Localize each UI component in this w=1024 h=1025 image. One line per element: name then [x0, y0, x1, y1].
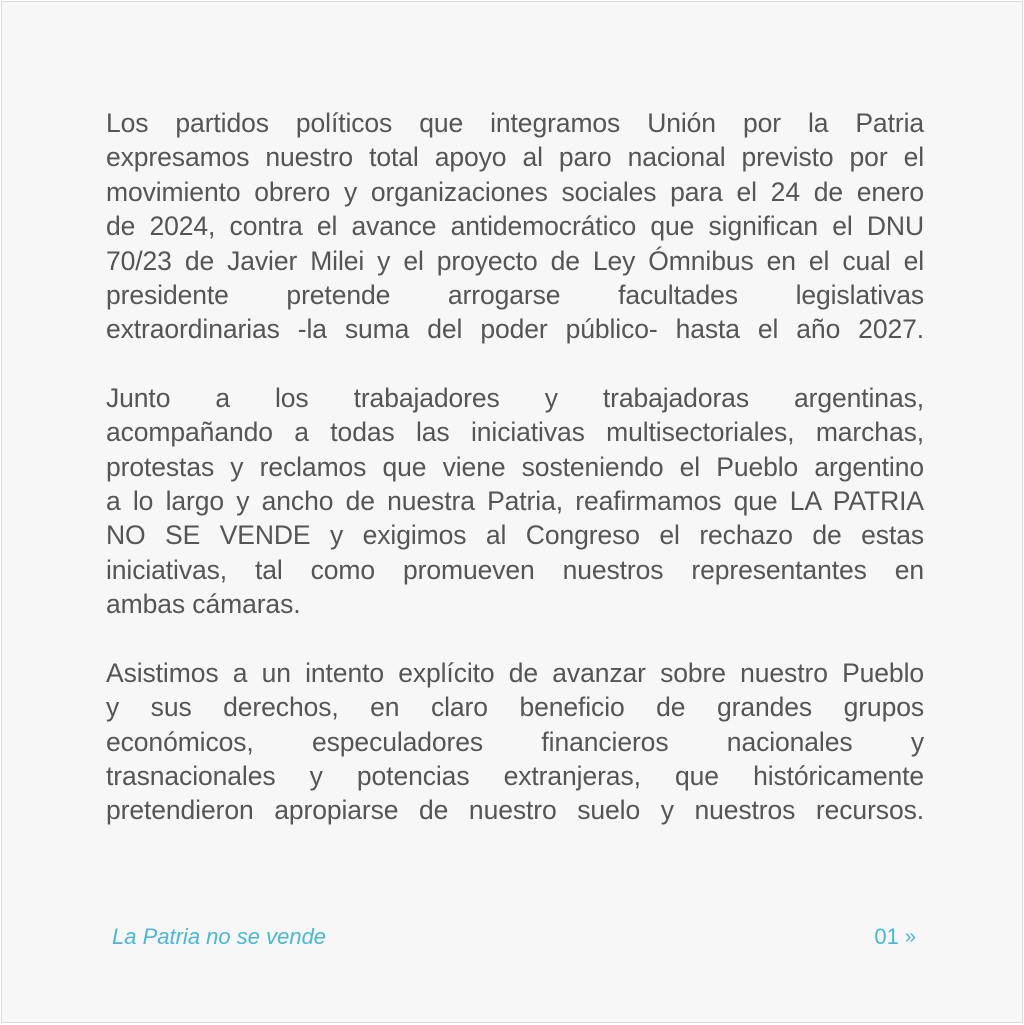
- next-page-icon[interactable]: »: [904, 926, 916, 948]
- paragraph-1: [106, 106, 924, 347]
- text-line: extraordinarias -la suma del poder público- hasta el año 2027.: [106, 314, 924, 345]
- text-line: iniciativas, tal como promueven nuestros representantes en: [106, 554, 924, 585]
- text-line: económicos, especuladores financieros nacionales y: [106, 726, 924, 757]
- paragraph-2: [106, 381, 924, 622]
- text-line: presidente pretende arrogarse facultades legislativas: [106, 280, 924, 311]
- text-line: Asistimos a un intento explícito de avanzar sobre nuestro Pueblo: [106, 657, 924, 688]
- document-body: [106, 106, 924, 862]
- text-line: a lo largo y ancho de nuestra Patria, reafirmamos que LA PATRIA: [106, 486, 924, 517]
- page-number: 01: [874, 924, 899, 949]
- text-line: NO SE VENDE y exigimos al Congreso el rechazo de estas: [106, 520, 924, 551]
- page-footer: [112, 922, 916, 952]
- text-line: Los partidos políticos que integramos Unión por la Patria: [106, 108, 924, 138]
- text-line: movimiento obrero y organizaciones sociales para el 24 de enero: [106, 176, 924, 207]
- text-line: trasnacionales y potencias extranjeras, que históricamente: [106, 760, 924, 791]
- text-line: de 2024, contra el avance antidemocrático que significan el DNU: [106, 211, 924, 242]
- document-page: [1, 1, 1023, 1023]
- paragraph-3: [106, 656, 924, 828]
- text-line: pretendieron apropiarse de nuestro suelo y nuestros recursos.: [106, 795, 924, 826]
- text-line: expresamos nuestro total apoyo al paro nacional previsto por el: [106, 142, 924, 173]
- footer-title: La Patria no se vende: [112, 924, 327, 949]
- text-line: acompañando a todas las iniciativas multisectoriales, marchas,: [106, 417, 924, 448]
- text-line: protestas y reclamos que viene sosteniendo el Pueblo argentino: [106, 451, 924, 482]
- text-line: ambas cámaras.: [106, 589, 301, 620]
- text-line: y sus derechos, en claro beneficio de grandes grupos: [106, 692, 924, 723]
- text-line: 70/23 de Javier Milei y el proyecto de Ley Ómnibus en el cual el: [106, 245, 924, 276]
- text-line: Junto a los trabajadores y trabajadoras argentinas,: [106, 382, 924, 413]
- page-navigation[interactable]: [874, 924, 916, 950]
